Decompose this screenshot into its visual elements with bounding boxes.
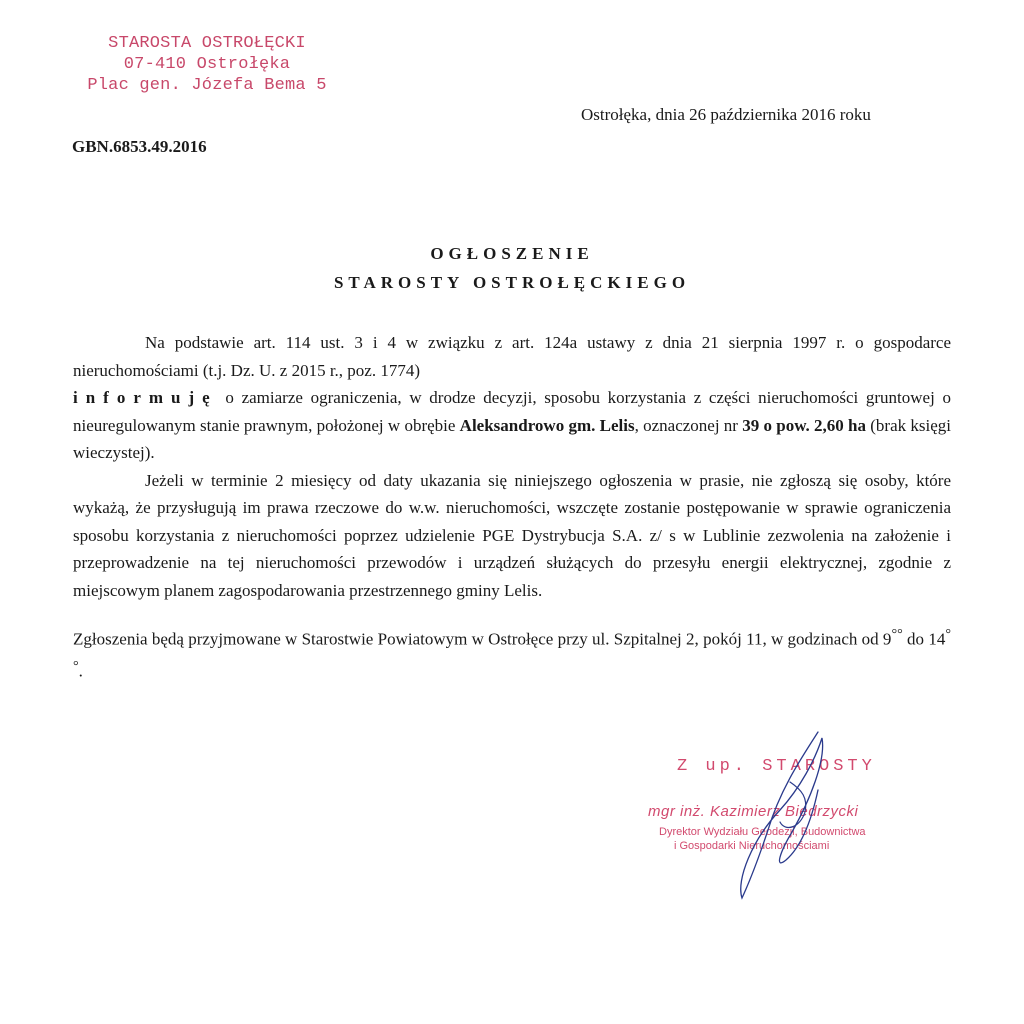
- reference-number: GBN.6853.49.2016: [72, 137, 207, 156]
- handwritten-signature: [640, 720, 950, 910]
- text-segment: o zamiarze ograniczenia, w drodze decyzji, sposobu korzystania z części nieruchomości gruntowej o nieuregulowanym stanie prawnym, położonej w obrębie: [73, 388, 951, 435]
- announcement-body: [73, 329, 951, 685]
- parcel-info: 39 o pow. 2,60 ha: [742, 415, 867, 435]
- signatory-title-line1: Dyrektor Wydziału Geodezji, Budownictwa: [659, 826, 866, 838]
- stamp-line-title: STAROSTA OSTROŁĘCKI: [108, 34, 306, 53]
- signatory-title-line2: i Gospodarki Nieruchomościami: [674, 840, 830, 852]
- document-subtitle: STAROSTY OSTROŁĘCKIEGO: [333, 273, 691, 292]
- superscript-hours: °°: [891, 626, 903, 642]
- text-segment: , oznaczonej nr: [634, 415, 743, 435]
- stamp-line-address: Plac gen. Józefa Bema 5: [87, 76, 327, 95]
- text-segment: (brak księgi wieczystej).: [73, 415, 951, 462]
- text-segment: Zgłoszenia będą przyjmowane w Starostwie Powiatowym w Ostrołęce przy ul. Szpitalnej 2, pokój 11, w godzinach od 9: [73, 629, 892, 649]
- paragraph-legal-basis: Na podstawie art. 114 ust. 3 i 4 w związku z art. 124a ustawy z dnia 21 sierpnia 1997 r. o gospodarce nieruchomościami (t.j. Dz. U. z 2015 r., poz. 1774): [73, 333, 951, 380]
- stamp-line-postal: 07-410 Ostrołęka: [123, 55, 291, 74]
- signature-block: [640, 720, 950, 910]
- text-segment: .: [78, 661, 83, 681]
- signatory-stamp-zup: Z up. STAROSTY: [677, 757, 876, 776]
- text-segment: do 14: [902, 629, 946, 649]
- paragraph-procedure: Jeżeli w terminie 2 miesięcy od daty ukazania się niniejszego ogłoszenia w prasie, nie zgłoszą się osoby, które wykażą, że przysługują im prawa rzeczowe do w.w. nieruchomości, wszczęte zostanie postępowanie w sprawie ograniczenia sposobu korzystania z nieruchomości poprzez udzielenie PGE Dystrybucja S.A. z/ s w Lublinie zezwolenia na założenie i przeprowadzenie na tej nieruchomości przewodów i urządzeń służących do przesyłu energii elektrycznej, zgodnie z miejscowym planem zagospodarowania przestrzennego gminy Lelis.: [73, 470, 951, 600]
- signatory-name: mgr inż. Kazimierz Biedrzycki: [648, 803, 859, 820]
- superscript-hours: °°: [73, 626, 951, 675]
- paragraph-information: [73, 384, 951, 467]
- place-and-date: Ostrołęka, dnia 26 października 2016 roku: [581, 105, 871, 124]
- document-title: OGŁOSZENIE: [430, 244, 594, 263]
- keyword-informuje: informuję: [73, 388, 218, 407]
- location-name: Aleksandrowo gm. Lelis: [459, 415, 635, 435]
- paragraph-submissions: [73, 621, 951, 685]
- issuer-stamp: [62, 33, 352, 96]
